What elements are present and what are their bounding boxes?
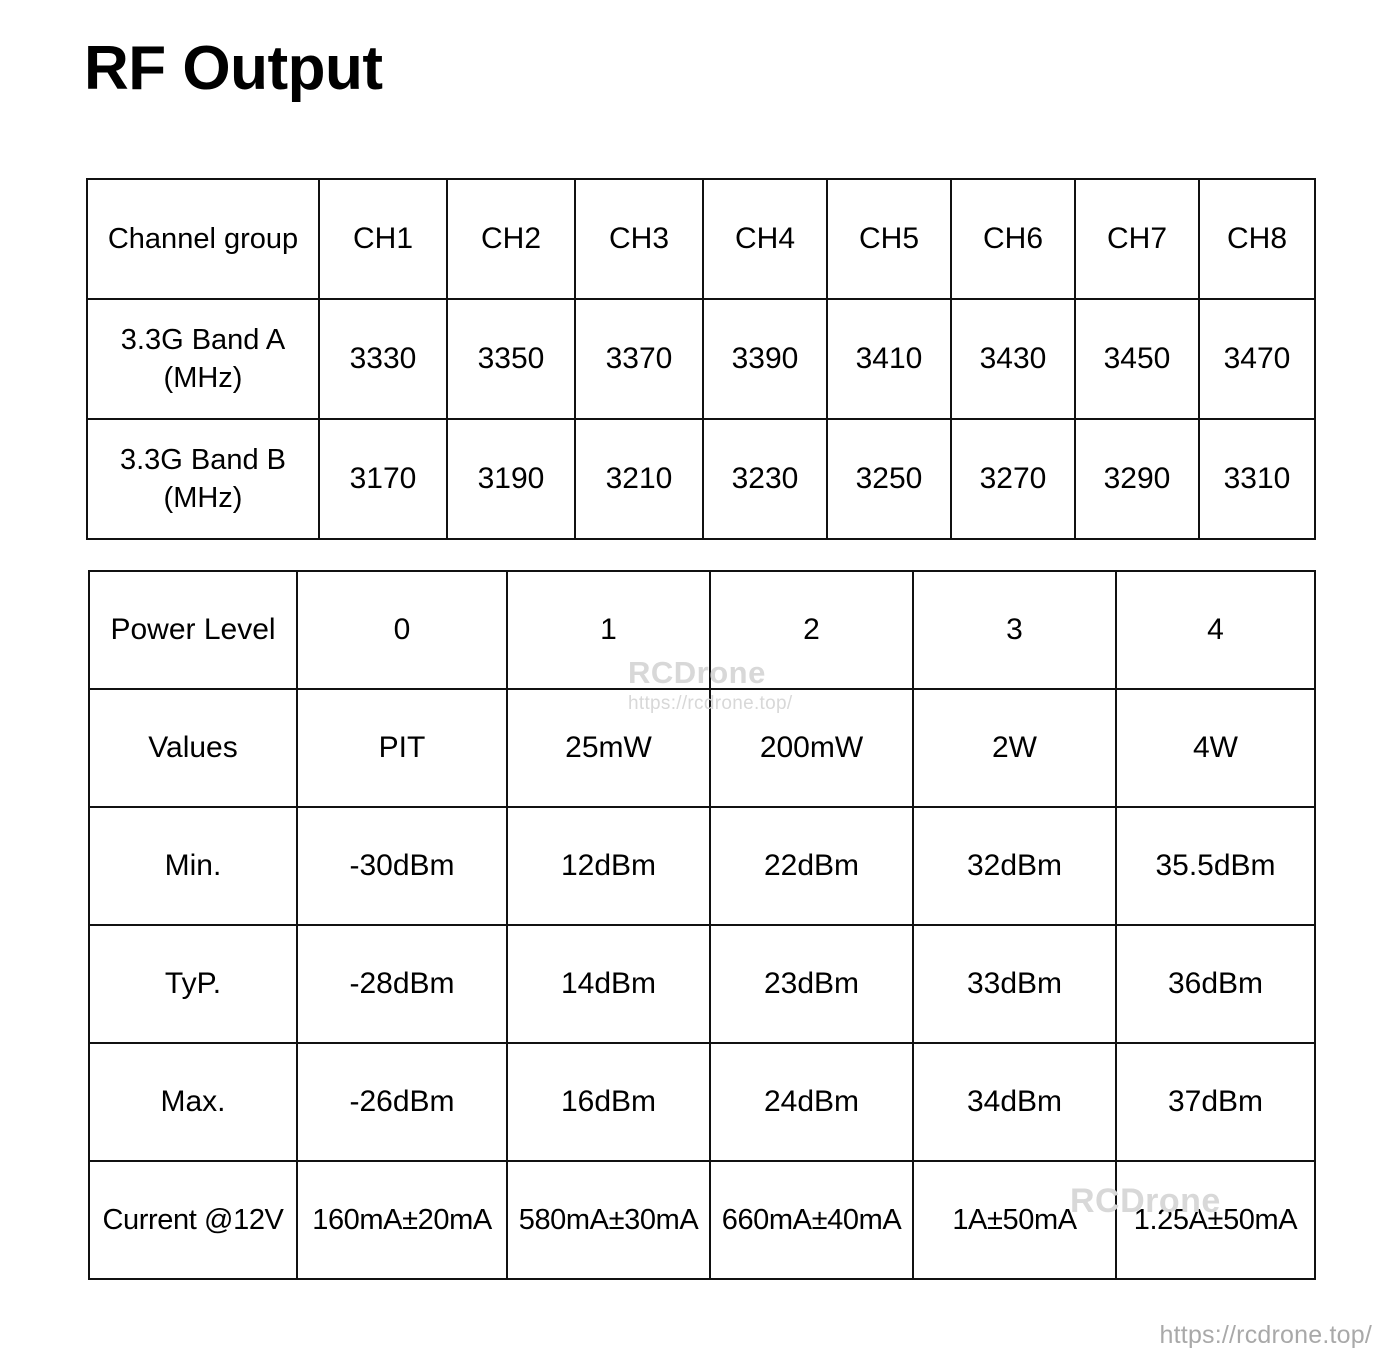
max-level-2: 24dBm [710,1043,913,1161]
current-level-1: 580mA±30mA [507,1161,710,1279]
band-a-ch4-value: 3390 [703,299,827,419]
min-level-3: 32dBm [913,807,1116,925]
channel-group-header-label: Channel group [87,179,319,299]
band-b-ch4-value: 3230 [703,419,827,539]
band-a-label-line2: (MHz) [163,362,243,394]
watermark-brand-name-secondary: RCDrone [1070,1182,1221,1220]
values-level-2: 200mW [710,689,913,807]
channel-header-ch4: CH4 [703,179,827,299]
table-row-min [89,807,1315,925]
band-b-label-line2: (MHz) [163,482,243,514]
band-b-ch3-value: 3210 [575,419,703,539]
table-row-max [89,1043,1315,1161]
power-level-2-header: 2 [710,571,913,689]
channel-header-ch1: CH1 [319,179,447,299]
values-level-4: 4W [1116,689,1315,807]
table-row-band-b [87,419,1315,539]
footer-site-url: https://rcdrone.top/ [1159,1321,1372,1349]
max-level-1: 16dBm [507,1043,710,1161]
current-level-3: 1A±50mA [913,1161,1116,1279]
band-b-row-label [87,419,319,539]
table-row-typ [89,925,1315,1043]
channel-header-ch7: CH7 [1075,179,1199,299]
current-level-0: 160mA±20mA [297,1161,507,1279]
typ-level-0: -28dBm [297,925,507,1043]
band-a-label-line1: 3.3G Band A [120,323,286,356]
watermark-url: https://rcdrone.top/ [628,693,793,714]
typ-level-4: 36dBm [1116,925,1315,1043]
power-level-3-header: 3 [913,571,1116,689]
channel-header-ch6: CH6 [951,179,1075,299]
typ-level-3: 33dBm [913,925,1116,1043]
values-level-1: 25mW [507,689,710,807]
band-a-ch7-value: 3450 [1075,299,1199,419]
max-level-4: 37dBm [1116,1043,1315,1161]
page-title: RF Output [84,34,383,103]
power-level-0-header: 0 [297,571,507,689]
power-level-table [88,570,1316,1280]
current-level-2: 660mA±40mA [710,1161,913,1279]
min-level-4: 35.5dBm [1116,807,1315,925]
min-level-2: 22dBm [710,807,913,925]
min-level-1: 12dBm [507,807,710,925]
current-level-4: 1.25A±50mA [1116,1161,1315,1279]
channel-header-ch5: CH5 [827,179,951,299]
typ-level-1: 14dBm [507,925,710,1043]
current-row-label: Current @12V [89,1161,297,1279]
band-a-ch2-value: 3350 [447,299,575,419]
typ-level-2: 23dBm [710,925,913,1043]
band-a-row-label [87,299,319,419]
max-level-3: 34dBm [913,1043,1116,1161]
channel-header-ch2: CH2 [447,179,575,299]
typ-row-label: TyP. [89,925,297,1043]
power-level-header-label: Power Level [89,571,297,689]
max-level-0: -26dBm [297,1043,507,1161]
band-b-ch5-value: 3250 [827,419,951,539]
power-level-1-header: 1 [507,571,710,689]
band-a-ch5-value: 3410 [827,299,951,419]
band-b-label-line1: 3.3G Band B [119,443,287,476]
table-row-band-a [87,299,1315,419]
band-b-ch2-value: 3190 [447,419,575,539]
channel-frequency-table [86,178,1316,540]
min-level-0: -30dBm [297,807,507,925]
table-row-current [89,1161,1315,1279]
band-b-ch6-value: 3270 [951,419,1075,539]
band-b-ch1-value: 3170 [319,419,447,539]
band-a-ch1-value: 3330 [319,299,447,419]
band-a-ch6-value: 3430 [951,299,1075,419]
values-row-label: Values [89,689,297,807]
band-b-ch7-value: 3290 [1075,419,1199,539]
table-row-power-level-header [89,571,1315,689]
band-a-ch3-value: 3370 [575,299,703,419]
min-row-label: Min. [89,807,297,925]
values-level-0: PIT [297,689,507,807]
power-level-4-header: 4 [1116,571,1315,689]
watermark-brand-name: RCDrone [628,655,766,690]
max-row-label: Max. [89,1043,297,1161]
channel-header-ch3: CH3 [575,179,703,299]
band-b-ch8-value: 3310 [1199,419,1315,539]
table-row-channel-header [87,179,1315,299]
band-a-ch8-value: 3470 [1199,299,1315,419]
values-level-3: 2W [913,689,1116,807]
channel-header-ch8: CH8 [1199,179,1315,299]
table-row-values [89,689,1315,807]
